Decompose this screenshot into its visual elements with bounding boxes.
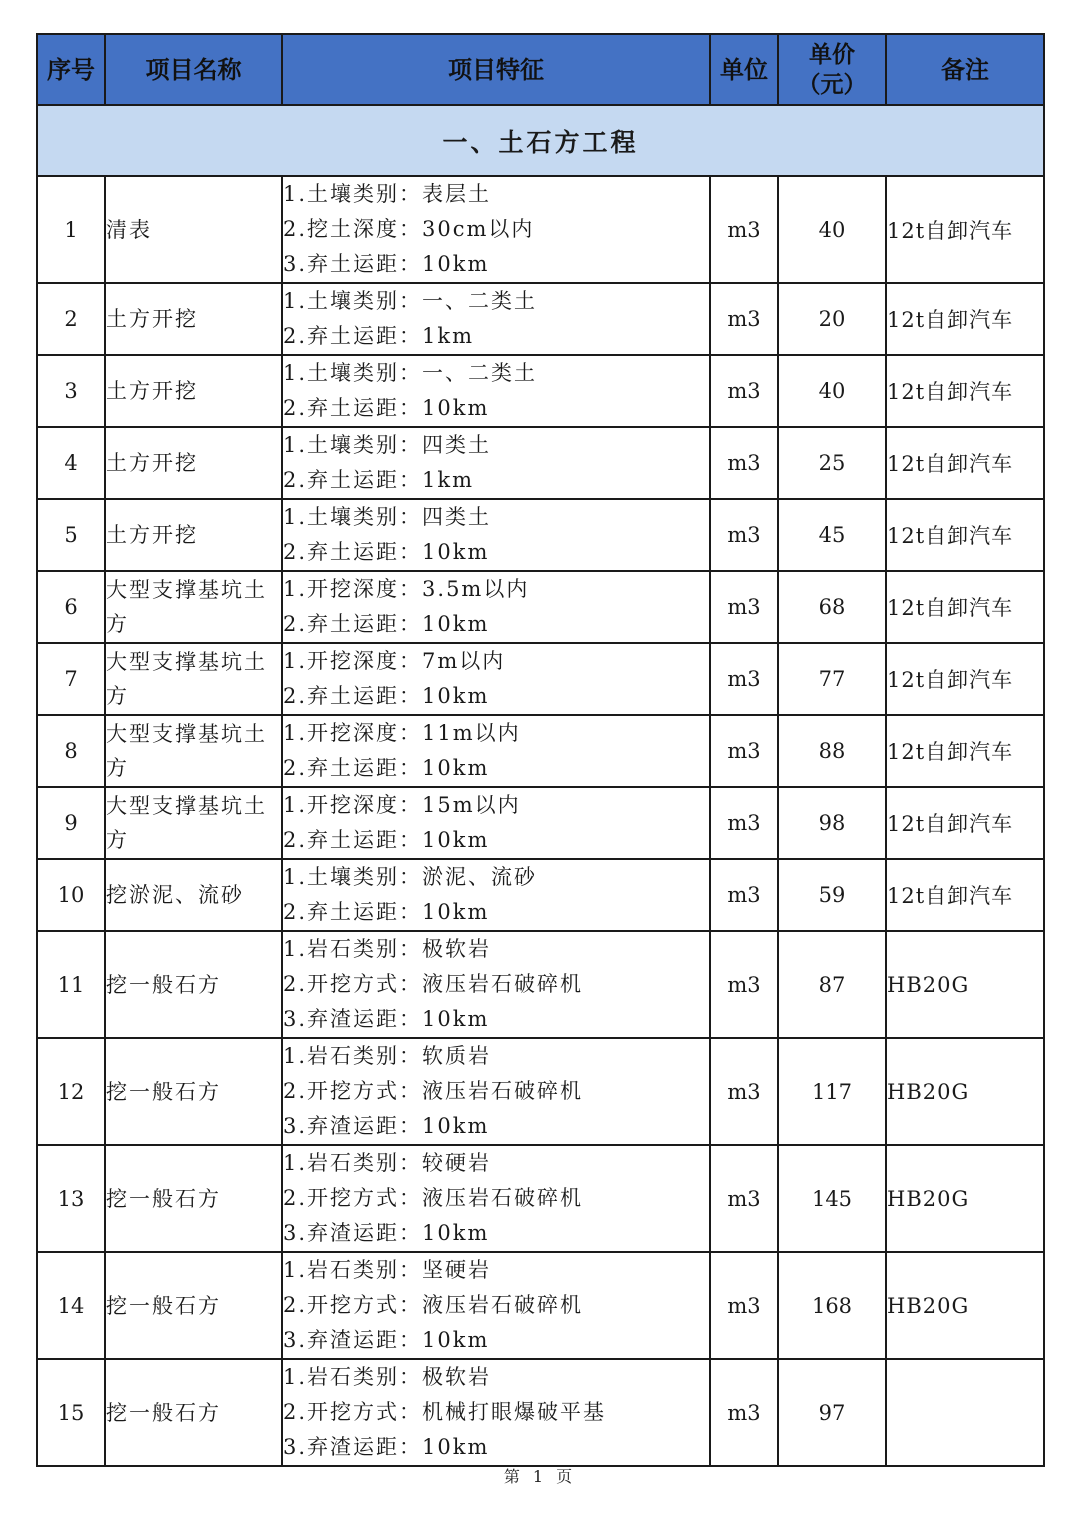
item-name: 大型支撑基坑土方	[105, 787, 282, 859]
item-price: 87	[778, 931, 886, 1038]
item-price: 59	[778, 859, 886, 931]
item-unit: m3	[710, 643, 778, 715]
table-row	[37, 571, 1044, 643]
item-note: HB20G	[886, 931, 1044, 1038]
header-price	[778, 34, 886, 105]
feature-line: 1.土壤类别：表层土	[283, 182, 492, 206]
feature-line: 1.岩石类别：极软岩	[283, 937, 492, 961]
row-number: 7	[37, 643, 105, 715]
item-note: 12t自卸汽车	[886, 571, 1044, 643]
item-features	[282, 931, 710, 1038]
item-price: 40	[778, 355, 886, 427]
item-note: HB20G	[886, 1145, 1044, 1252]
item-unit: m3	[710, 1038, 778, 1145]
header-unit: 单位	[710, 34, 778, 105]
feature-line: 2.弃土运距：10km	[283, 828, 490, 852]
item-unit: m3	[710, 859, 778, 931]
row-number: 13	[37, 1145, 105, 1252]
item-unit: m3	[710, 715, 778, 787]
item-unit: m3	[710, 931, 778, 1038]
table-header	[37, 34, 1044, 105]
feature-line: 2.开挖方式：液压岩石破碎机	[283, 1293, 584, 1317]
item-note: 12t自卸汽车	[886, 499, 1044, 571]
item-unit: m3	[710, 1145, 778, 1252]
row-number: 1	[37, 176, 105, 283]
item-unit: m3	[710, 1252, 778, 1359]
feature-line: 3.弃渣运距：10km	[283, 1328, 490, 1352]
row-number: 10	[37, 859, 105, 931]
header-row	[37, 34, 1044, 105]
feature-line: 1.土壤类别：一、二类土	[283, 289, 538, 313]
item-price: 145	[778, 1145, 886, 1252]
item-price: 168	[778, 1252, 886, 1359]
feature-line: 3.弃渣运距：10km	[283, 1221, 490, 1245]
feature-line: 1.岩石类别：软质岩	[283, 1044, 492, 1068]
row-number: 5	[37, 499, 105, 571]
item-name: 大型支撑基坑土方	[105, 571, 282, 643]
item-name: 土方开挖	[105, 499, 282, 571]
table-row	[37, 1359, 1044, 1466]
header-features: 项目特征	[282, 34, 710, 105]
row-number: 3	[37, 355, 105, 427]
item-features	[282, 355, 710, 427]
feature-line: 1.土壤类别：淤泥、流砂	[283, 865, 538, 889]
row-number: 2	[37, 283, 105, 355]
item-price: 40	[778, 176, 886, 283]
item-features	[282, 499, 710, 571]
table-row	[37, 355, 1044, 427]
item-price: 45	[778, 499, 886, 571]
item-price: 97	[778, 1359, 886, 1466]
header-price-line1: 单价	[809, 40, 855, 68]
table-row	[37, 715, 1044, 787]
item-note: 12t自卸汽车	[886, 859, 1044, 931]
header-name: 项目名称	[105, 34, 282, 105]
item-note: 12t自卸汽车	[886, 643, 1044, 715]
item-price: 25	[778, 427, 886, 499]
feature-line: 2.开挖方式：液压岩石破碎机	[283, 1186, 584, 1210]
item-note: 12t自卸汽车	[886, 427, 1044, 499]
feature-line: 1.开挖深度：11m以内	[283, 721, 521, 745]
feature-line: 1.岩石类别：极软岩	[283, 1365, 492, 1389]
feature-line: 3.弃土运距：10km	[283, 252, 490, 276]
feature-line: 1.土壤类别：四类土	[283, 433, 492, 457]
feature-line: 2.挖土深度：30cm以内	[283, 217, 535, 241]
feature-line: 3.弃渣运距：10km	[283, 1114, 490, 1138]
feature-line: 2.弃土运距：10km	[283, 540, 490, 564]
page-number: 第 1 页	[503, 1467, 577, 1486]
item-note: 12t自卸汽车	[886, 787, 1044, 859]
item-unit: m3	[710, 427, 778, 499]
item-price: 68	[778, 571, 886, 643]
table-row	[37, 643, 1044, 715]
item-unit: m3	[710, 283, 778, 355]
item-features	[282, 1359, 710, 1466]
item-features	[282, 283, 710, 355]
item-price: 98	[778, 787, 886, 859]
feature-line: 1.岩石类别：较硬岩	[283, 1151, 492, 1175]
row-number: 9	[37, 787, 105, 859]
feature-line: 1.开挖深度：7m以内	[283, 649, 506, 673]
item-features	[282, 1145, 710, 1252]
item-name: 挖一般石方	[105, 931, 282, 1038]
item-price: 117	[778, 1038, 886, 1145]
price-table	[36, 33, 1045, 1467]
header-note: 备注	[886, 34, 1044, 105]
feature-line: 2.弃土运距：10km	[283, 756, 490, 780]
table-row	[37, 931, 1044, 1038]
row-number: 8	[37, 715, 105, 787]
item-note: HB20G	[886, 1038, 1044, 1145]
item-name: 土方开挖	[105, 427, 282, 499]
item-note: 12t自卸汽车	[886, 355, 1044, 427]
row-number: 11	[37, 931, 105, 1038]
item-note: 12t自卸汽车	[886, 176, 1044, 283]
item-name: 挖淤泥、流砂	[105, 859, 282, 931]
feature-line: 1.岩石类别：坚硬岩	[283, 1258, 492, 1282]
item-unit: m3	[710, 355, 778, 427]
feature-line: 2.开挖方式：液压岩石破碎机	[283, 1079, 584, 1103]
table-row	[37, 1145, 1044, 1252]
item-name: 挖一般石方	[105, 1038, 282, 1145]
item-features	[282, 1252, 710, 1359]
feature-line: 1.开挖深度：15m以内	[283, 793, 521, 817]
item-features	[282, 427, 710, 499]
feature-line: 2.开挖方式：液压岩石破碎机	[283, 972, 584, 996]
row-number: 4	[37, 427, 105, 499]
table-row	[37, 427, 1044, 499]
table-row	[37, 283, 1044, 355]
row-number: 15	[37, 1359, 105, 1466]
section-row	[37, 105, 1044, 176]
item-features	[282, 787, 710, 859]
item-note: HB20G	[886, 1252, 1044, 1359]
table-row	[37, 499, 1044, 571]
feature-line: 1.土壤类别：四类土	[283, 505, 492, 529]
feature-line: 1.土壤类别：一、二类土	[283, 361, 538, 385]
table-body	[37, 105, 1044, 1466]
item-name: 挖一般石方	[105, 1359, 282, 1466]
item-name: 土方开挖	[105, 283, 282, 355]
item-features	[282, 571, 710, 643]
row-number: 6	[37, 571, 105, 643]
table-row	[37, 1038, 1044, 1145]
feature-line: 2.弃土运距：1km	[283, 324, 475, 348]
item-note: 12t自卸汽车	[886, 715, 1044, 787]
row-number: 14	[37, 1252, 105, 1359]
item-name: 清表	[105, 176, 282, 283]
feature-line: 3.弃渣运距：10km	[283, 1435, 490, 1459]
item-features	[282, 176, 710, 283]
item-features	[282, 643, 710, 715]
header-no: 序号	[37, 34, 105, 105]
item-name: 大型支撑基坑土方	[105, 715, 282, 787]
item-price: 77	[778, 643, 886, 715]
item-price: 88	[778, 715, 886, 787]
item-unit: m3	[710, 499, 778, 571]
item-unit: m3	[710, 787, 778, 859]
item-name: 挖一般石方	[105, 1145, 282, 1252]
feature-line: 1.开挖深度：3.5m以内	[283, 577, 530, 601]
section-title: 一、土石方工程	[37, 105, 1044, 176]
item-features	[282, 715, 710, 787]
table-row	[37, 859, 1044, 931]
feature-line: 2.弃土运距：10km	[283, 396, 490, 420]
item-unit: m3	[710, 1359, 778, 1466]
feature-line: 2.弃土运距：1km	[283, 468, 475, 492]
table-row	[37, 176, 1044, 283]
item-features	[282, 1038, 710, 1145]
item-name: 大型支撑基坑土方	[105, 643, 282, 715]
feature-line: 2.弃土运距：10km	[283, 684, 490, 708]
item-unit: m3	[710, 176, 778, 283]
item-name: 挖一般石方	[105, 1252, 282, 1359]
item-note: 12t自卸汽车	[886, 283, 1044, 355]
item-features	[282, 859, 710, 931]
feature-line: 2.弃土运距：10km	[283, 900, 490, 924]
header-price-line2: （元）	[797, 70, 867, 98]
item-price: 20	[778, 283, 886, 355]
table-row	[37, 787, 1044, 859]
table-row	[37, 1252, 1044, 1359]
item-note	[886, 1359, 1044, 1466]
feature-line: 2.弃土运距：10km	[283, 612, 490, 636]
item-name: 土方开挖	[105, 355, 282, 427]
row-number: 12	[37, 1038, 105, 1145]
feature-line: 3.弃渣运距：10km	[283, 1007, 490, 1031]
feature-line: 2.开挖方式：机械打眼爆破平基	[283, 1400, 607, 1424]
item-unit: m3	[710, 571, 778, 643]
